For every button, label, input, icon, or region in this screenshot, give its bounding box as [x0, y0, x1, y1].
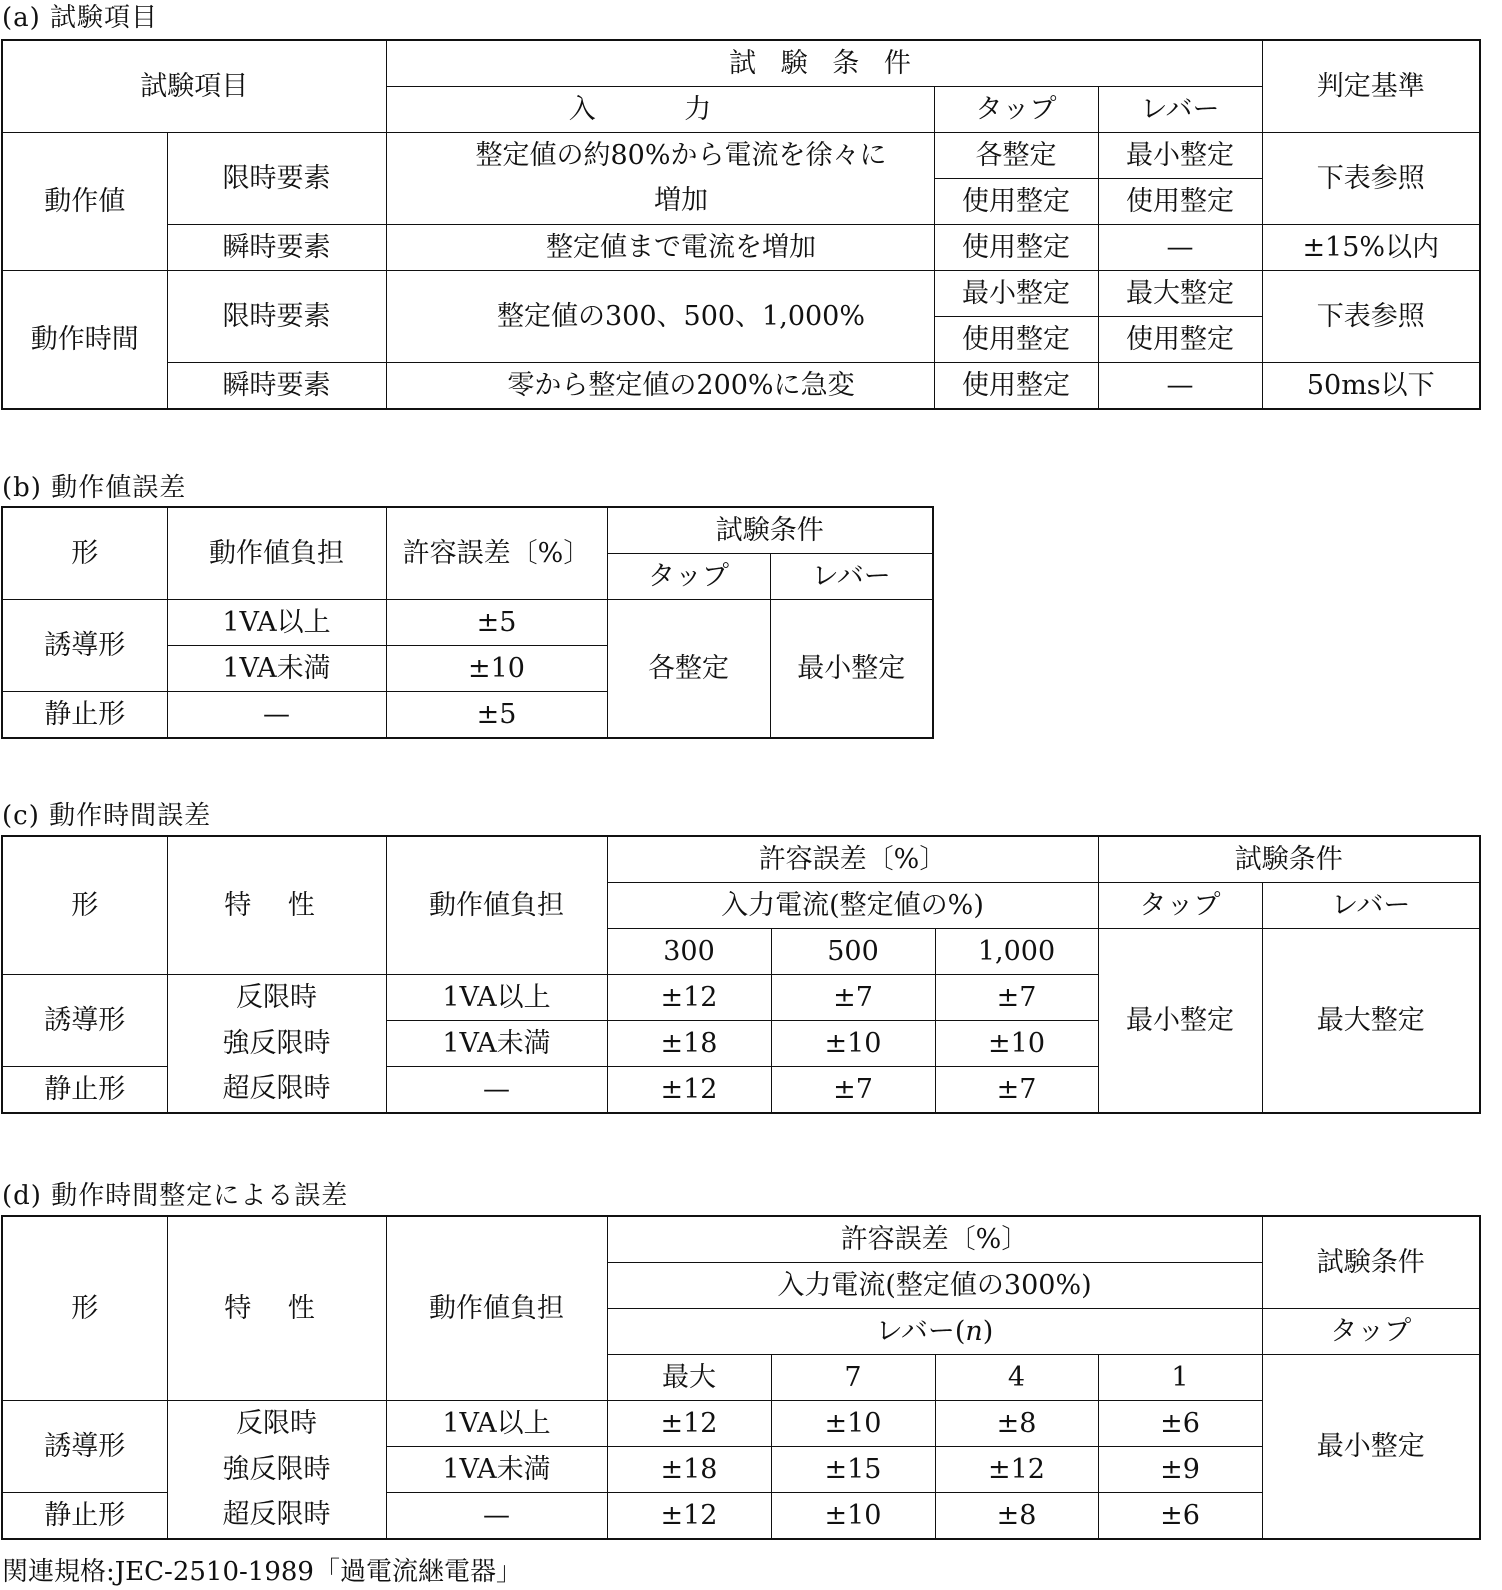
header-lever: レバー [1098, 87, 1262, 133]
col-1: 1 [1098, 1355, 1262, 1401]
tolerance-cell: ±9 [1098, 1447, 1262, 1493]
tap-cell: 使用整定 [934, 317, 1098, 363]
header-burden: 動作値負担 [386, 1216, 607, 1401]
input-line-2: 増加 [386, 179, 934, 225]
type-induction: 誘導形 [2, 1401, 167, 1493]
tolerance-cell: ±10 [771, 1021, 935, 1067]
lever-cell: — [1098, 363, 1262, 410]
header-input-current: 入力電流(整定値の300%) [607, 1263, 1262, 1309]
header-characteristic: 特 性 [167, 836, 386, 975]
header-criteria: 判定基準 [1262, 40, 1480, 133]
tolerance-cell: ±10 [771, 1493, 935, 1540]
col-300: 300 [607, 929, 771, 975]
header-type: 形 [2, 1216, 167, 1401]
tap-cell: 最小整定 [1098, 929, 1262, 1114]
header-characteristic: 特 性 [167, 1216, 386, 1401]
char-cell: 反限時 [167, 1401, 386, 1447]
input-line-1: 整定値の約80%から電流を徐々に [386, 133, 934, 179]
criteria-cell: 下表参照 [1262, 271, 1480, 363]
criteria-cell: 下表参照 [1262, 133, 1480, 225]
header-tolerance: 許容誤差〔%〕 [607, 1216, 1262, 1263]
header-lever-n [607, 1309, 1262, 1355]
char-cell: 超反限時 [167, 1067, 386, 1114]
tap-cell: 最小整定 [1262, 1355, 1480, 1540]
lever-cell: 最大整定 [1262, 929, 1480, 1114]
burden-cell: 1VA以上 [386, 975, 607, 1021]
header-test-conditions: 試 験 条 件 [386, 40, 1262, 87]
header-lever: レバー [1262, 883, 1480, 929]
char-cell: 反限時 [167, 975, 386, 1021]
header-tolerance: 許容誤差〔%〕 [607, 836, 1098, 883]
tolerance-cell: ±10 [386, 646, 607, 692]
burden-cell: — [167, 692, 386, 739]
header-type: 形 [2, 507, 167, 600]
limited-element: 限時要素 [167, 133, 386, 225]
lever-cell: 最小整定 [1098, 133, 1262, 179]
header-tap: タップ [1262, 1309, 1480, 1355]
lever-cell: 使用整定 [1098, 179, 1262, 225]
op-time-error-table [1, 835, 1481, 1114]
burden-cell: 1VA以上 [167, 600, 386, 646]
col-1000: 1,000 [935, 929, 1098, 975]
tolerance-cell: ±12 [607, 1401, 771, 1447]
lever-n-suffix: ) [982, 1315, 994, 1347]
tolerance-cell: ±7 [935, 1067, 1098, 1114]
col-500: 500 [771, 929, 935, 975]
header-input-current: 入力電流(整定値の%) [607, 883, 1098, 929]
test-items-table [1, 39, 1481, 410]
tap-cell: 各整定 [607, 600, 770, 739]
header-tolerance: 許容誤差〔%〕 [386, 507, 607, 600]
header-burden: 動作値負担 [386, 836, 607, 975]
lever-n-variable: n [965, 1315, 983, 1347]
header-input: 入 力 [386, 87, 934, 133]
burden-cell: 1VA未満 [386, 1021, 607, 1067]
tap-cell: 使用整定 [934, 179, 1098, 225]
burden-cell: — [386, 1067, 607, 1114]
type-induction: 誘導形 [2, 600, 167, 692]
instant-element: 瞬時要素 [167, 225, 386, 271]
header-test-conditions: 試験条件 [1262, 1216, 1480, 1309]
section-a-title: (a) 試験項目 [2, 3, 159, 33]
instant-element: 瞬時要素 [167, 363, 386, 410]
tolerance-cell: ±12 [607, 1493, 771, 1540]
header-tap: タップ [1098, 883, 1262, 929]
tolerance-cell: ±10 [771, 1401, 935, 1447]
tolerance-cell: ±18 [607, 1021, 771, 1067]
row-op-time: 動作時間 [2, 271, 167, 410]
criteria-cell: ±15%以内 [1262, 225, 1480, 271]
type-induction: 誘導形 [2, 975, 167, 1067]
tap-cell: 使用整定 [934, 363, 1098, 410]
tolerance-cell: ±5 [386, 692, 607, 739]
tolerance-cell: ±5 [386, 600, 607, 646]
tap-cell: 各整定 [934, 133, 1098, 179]
type-static: 静止形 [2, 692, 167, 739]
burden-cell: 1VA以上 [386, 1401, 607, 1447]
op-value-error-table [1, 506, 934, 739]
tolerance-cell: ±12 [607, 975, 771, 1021]
lever-cell: 使用整定 [1098, 317, 1262, 363]
lever-cell: — [1098, 225, 1262, 271]
col-7: 7 [771, 1355, 935, 1401]
type-static: 静止形 [2, 1067, 167, 1114]
tolerance-cell: ±18 [607, 1447, 771, 1493]
header-burden: 動作値負担 [167, 507, 386, 600]
tolerance-cell: ±7 [771, 1067, 935, 1114]
lever-n-prefix: レバー( [875, 1315, 966, 1347]
section-d-title: (d) 動作時間整定による誤差 [2, 1181, 349, 1211]
tolerance-cell: ±8 [935, 1401, 1098, 1447]
input-cell: 整定値まで電流を増加 [386, 225, 934, 271]
related-standard-note: 関連規格:JEC-2510-1989「過電流継電器」 [2, 1557, 522, 1587]
burden-cell: — [386, 1493, 607, 1540]
col-max: 最大 [607, 1355, 771, 1401]
tolerance-cell: ±10 [935, 1021, 1098, 1067]
tolerance-cell: ±12 [607, 1067, 771, 1114]
header-tap: タップ [934, 87, 1098, 133]
tap-cell: 使用整定 [934, 225, 1098, 271]
lever-cell: 最小整定 [770, 600, 933, 739]
section-c-title: (c) 動作時間誤差 [2, 801, 212, 831]
burden-cell: 1VA未満 [167, 646, 386, 692]
input-cell: 零から整定値の200%に急変 [386, 363, 934, 410]
tolerance-cell: ±6 [1098, 1401, 1262, 1447]
row-op-value: 動作値 [2, 133, 167, 271]
type-static: 静止形 [2, 1493, 167, 1540]
section-b-title: (b) 動作値誤差 [2, 473, 187, 503]
tolerance-cell: ±7 [771, 975, 935, 1021]
tolerance-cell: ±8 [935, 1493, 1098, 1540]
header-type: 形 [2, 836, 167, 975]
char-cell: 超反限時 [167, 1493, 386, 1540]
tolerance-cell: ±12 [935, 1447, 1098, 1493]
header-test-conditions: 試験条件 [1098, 836, 1480, 883]
limited-element: 限時要素 [167, 271, 386, 363]
op-time-setting-error-table [1, 1215, 1481, 1540]
tolerance-cell: ±7 [935, 975, 1098, 1021]
tolerance-cell: ±6 [1098, 1493, 1262, 1540]
header-lever: レバー [770, 554, 933, 600]
header-test-item: 試験項目 [2, 40, 386, 133]
header-test-conditions: 試験条件 [607, 507, 933, 554]
char-cell: 強反限時 [167, 1447, 386, 1493]
header-tap: タップ [607, 554, 770, 600]
char-cell: 強反限時 [167, 1021, 386, 1067]
input-cell: 整定値の300、500、1,000% [386, 271, 934, 363]
col-4: 4 [935, 1355, 1098, 1401]
criteria-cell: 50ms以下 [1262, 363, 1480, 410]
tap-cell: 最小整定 [934, 271, 1098, 317]
lever-cell: 最大整定 [1098, 271, 1262, 317]
burden-cell: 1VA未満 [386, 1447, 607, 1493]
tolerance-cell: ±15 [771, 1447, 935, 1493]
